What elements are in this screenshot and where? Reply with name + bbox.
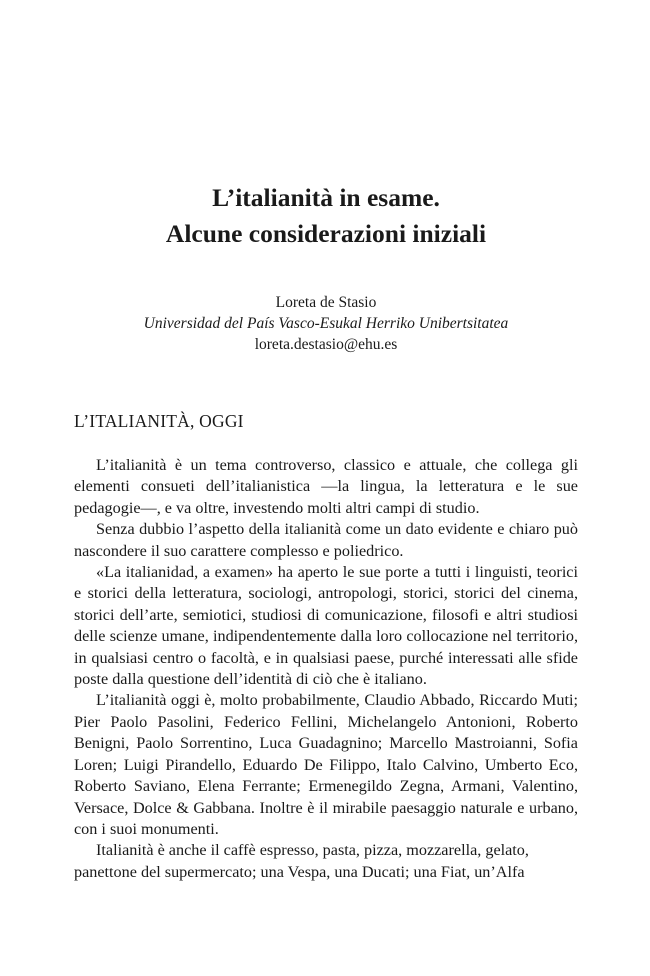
author-email: loreta.destasio@ehu.es [254, 336, 398, 353]
body-text [74, 455, 578, 883]
paragraph: L’italianità è un tema controverso, classico e attuale, che collega gli elementi consueti dell’italianistica —la lingua, la letteratura e le sue pedagogie—, e va oltre, investendo molti altri campi di studio. [74, 456, 578, 517]
author-affiliation: Universidad del País Vasco-Esukal Herriko Unibertsitatea [143, 315, 509, 332]
section-heading: L’ITALIANITÀ, OGGI [74, 411, 244, 431]
paragraph: L’italianità oggi è, molto probabilmente, Claudio Abbado, Riccardo Muti; Pier Paolo Pasolini, Federico Fellini, Michelangelo Antonioni, Roberto Benigni, Paolo Sorrentino, Luca Guadagnino; Marcello Mastroianni, Sofia Loren; Luigi Pirandello, Eduardo De Filippo, Italo Calvino, Umberto Eco, Roberto Saviano, Elena Ferrante; Ermenegildo Zegna, Armani, Valentino, Versace, Dolce & Gabbana. Inoltre è il mirabile paesaggio naturale e urbano, con i suoi monumenti. [74, 691, 578, 838]
paragraph: «La italianidad, a examen» ha aperto le sue porte a tutti i linguisti, teorici e storici della letteratura, sociologi, antropologi, storici, storici del cinema, storici dell’arte, semiotici, studiosi di comunicazione, filosofi e altri studiosi delle scienze umane, indipendentemente dalla loro collocazione nel territorio, in qualsiasi centro o facoltà, e in qualsiasi paese, purché interessati alle sfide poste dalla questione dell’identità di ciò che è italiano. [74, 563, 578, 689]
title-line-1: L’italianità in esame. [212, 183, 440, 212]
author-name: Loreta de Stasio [275, 294, 377, 311]
page-title [74, 180, 578, 252]
paragraph: Senza dubbio l’aspetto della italianità come un dato evidente e chiaro può nascondere il suo carattere complesso e poliedrico. [74, 520, 578, 560]
title-line-2: Alcune considerazioni iniziali [165, 219, 487, 248]
paragraph: Italianità è anche il caffè espresso, pasta, pizza, mozzarella, gelato, panettone del supermercato; una Vespa, una Ducati; una Fiat, un’Alfa [74, 841, 529, 881]
author-block [74, 292, 578, 355]
